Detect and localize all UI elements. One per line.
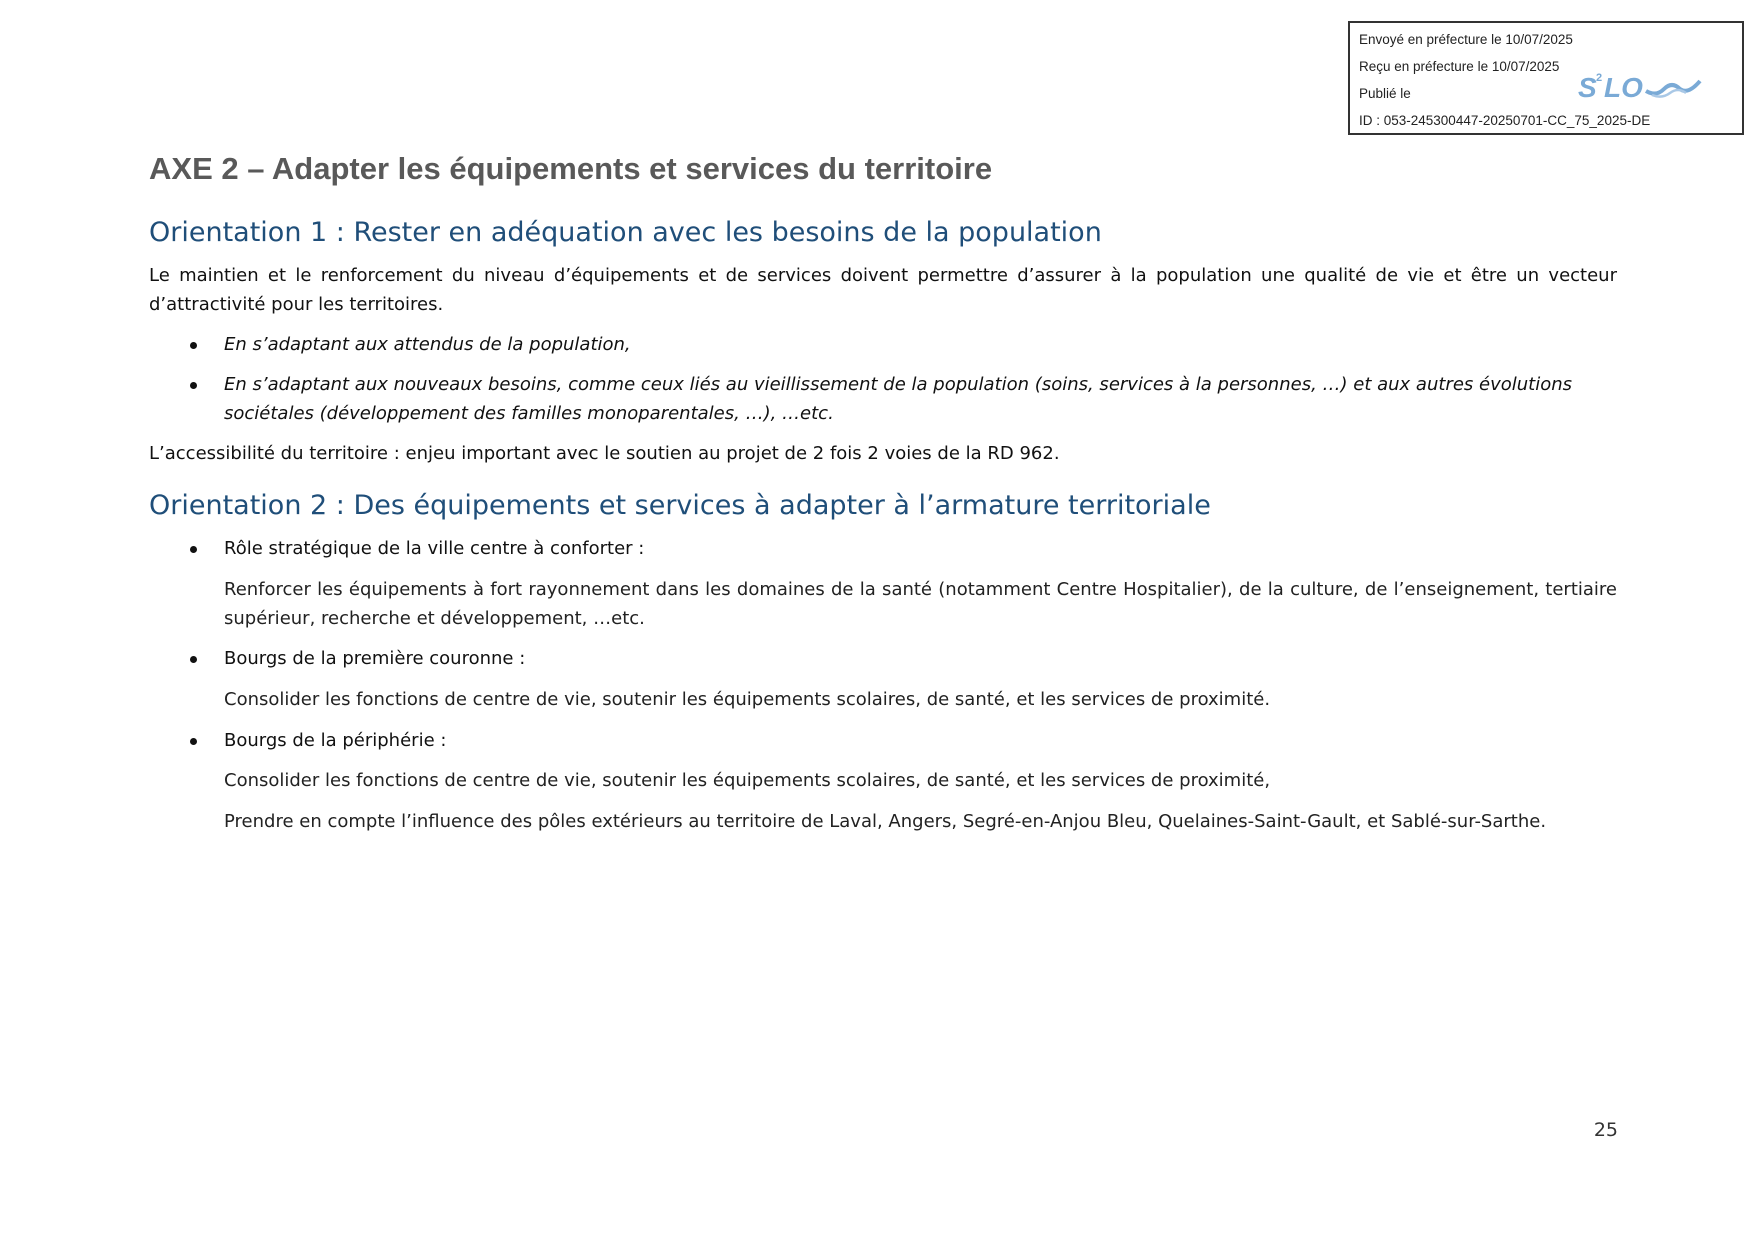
- orientation-1-bullets: [149, 330, 1617, 428]
- bullet-icon: [190, 738, 197, 745]
- orientation-2-list-2: [149, 644, 1617, 673]
- bullet-label: Rôle stratégique de la ville centre à conforter :: [224, 537, 645, 559]
- orientation-2-list: [149, 534, 1617, 563]
- bullet-icon: [190, 342, 197, 349]
- item-description: Prendre en compte l’influence des pôles extérieurs au territoire de Laval, Angers, Segré-en-Anjou Bleu, Quelaines-Saint-Gault, et Sablé-sur-Sarthe.: [224, 810, 1547, 832]
- item-description: Consolider les fonctions de centre de vie, soutenir les équipements scolaires, de santé, et les services de proximité.: [224, 688, 1271, 710]
- bullet-label: Bourgs de la périphérie :: [224, 729, 447, 751]
- bullet-label: Bourgs de la première couronne :: [224, 647, 526, 669]
- bullet-icon: [190, 546, 197, 553]
- stamp-sent-date: Envoyé en préfecture le 10/07/2025: [1359, 32, 1573, 47]
- svg-text:S: S: [1578, 72, 1597, 103]
- s2lo-logo: [1576, 67, 1706, 107]
- svg-text:2: 2: [1596, 72, 1603, 84]
- page-number: 25: [1593, 1119, 1618, 1141]
- stamp-published-date: Publié le: [1359, 86, 1411, 101]
- page-content: [149, 150, 1617, 836]
- stamp-id: ID : 053-245300447-20250701-CC_75_2025-DE: [1359, 113, 1651, 128]
- list-item: [149, 370, 1617, 428]
- prefecture-stamp: [1348, 21, 1744, 135]
- orientation-2-title: Orientation 2 : Des équipements et services à adapter à l’armature territoriale: [149, 489, 1211, 521]
- list-item: [149, 534, 1617, 563]
- bullet-icon: [190, 656, 197, 663]
- list-item: [149, 644, 1617, 673]
- bullet-icon: [190, 382, 197, 389]
- svg-text:LO: LO: [1604, 72, 1643, 103]
- item-description: Renforcer les équipements à fort rayonnement dans les domaines de la santé (notamment Centre Hospitalier), de la culture, de l’enseignement, tertiaire supérieur, recherche et développement, …etc.: [224, 578, 1617, 629]
- bullet-text: En s’adaptant aux nouveaux besoins, comme ceux liés au vieillissement de la population (soins, services à la personnes, …) et aux autres évolutions sociétales (développement des familles monoparentales, …), …etc.: [224, 373, 1573, 424]
- list-item: [149, 330, 1617, 359]
- orientation-2-list-3: [149, 726, 1617, 755]
- list-item: [149, 726, 1617, 755]
- orientation-1-intro: Le maintien et le renforcement du niveau d’équipements et de services doivent permettre d’assurer à la population une qualité de vie et être un vecteur d’attractivité pour les territoires.: [149, 264, 1617, 315]
- axe-title: AXE 2 – Adapter les équipements et services du territoire: [149, 151, 993, 186]
- bullet-text: En s’adaptant aux attendus de la population,: [224, 333, 631, 355]
- item-description: Consolider les fonctions de centre de vie, soutenir les équipements scolaires, de santé, et les services de proximité,: [224, 769, 1271, 791]
- stamp-received-date: Reçu en préfecture le 10/07/2025: [1359, 59, 1560, 74]
- accessibility-text: L’accessibilité du territoire : enjeu important avec le soutien au projet de 2 fois 2 voies de la RD 962.: [149, 442, 1060, 464]
- orientation-1-title: Orientation 1 : Rester en adéquation avec les besoins de la population: [149, 217, 1102, 249]
